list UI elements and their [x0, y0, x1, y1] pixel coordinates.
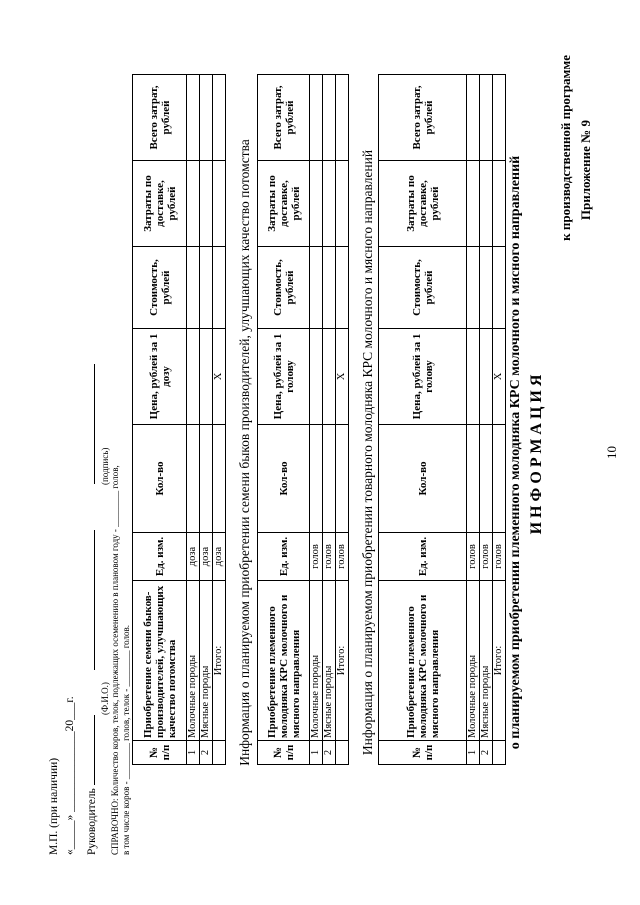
total-cell[interactable] [187, 75, 200, 161]
row-name: Мясные породы [200, 581, 213, 741]
col-header-price: Цена, рублей за 1 дозу [133, 329, 187, 425]
reference-note-line2: в том числе коров - ________ голов, телок - ________ голов. [121, 624, 131, 855]
qty-cell[interactable] [213, 425, 226, 533]
row-name: Молочные породы [310, 581, 323, 741]
qty-cell[interactable] [480, 425, 493, 533]
document-subtitle: о планируемом приобретении племенного молодняка КРС молочного и мясного направлений [508, 155, 523, 750]
qty-cell[interactable] [323, 425, 336, 533]
total-cell[interactable] [480, 75, 493, 161]
price-cell[interactable] [480, 329, 493, 425]
delivery-cell[interactable] [336, 161, 349, 247]
total-cell[interactable] [323, 75, 336, 161]
delivery-cell[interactable] [480, 161, 493, 247]
col-header-item: Приобретение семени быков-производителей, улучшающих качество потомства [133, 581, 187, 741]
cost-cell[interactable] [200, 247, 213, 329]
col-header-qty: Кол-во [133, 425, 187, 533]
row-unit: голов [467, 533, 480, 581]
cost-cell[interactable] [480, 247, 493, 329]
price-na-mark: Х [336, 329, 349, 425]
cost-cell[interactable] [310, 247, 323, 329]
total-row [493, 75, 506, 765]
total-cell[interactable] [336, 75, 349, 161]
row-unit: голов [480, 533, 493, 581]
col-header-delivery: Затраты по доставке, рублей [379, 161, 467, 247]
qty-cell[interactable] [336, 425, 349, 533]
document-title: ИНФОРМАЦИЯ [528, 370, 545, 535]
row-num: 2 [480, 741, 493, 765]
col-header-cost: Стоимость, рублей [379, 247, 467, 329]
qty-cell[interactable] [310, 425, 323, 533]
breeding-young-stock-table [378, 74, 506, 765]
delivery-cell[interactable] [310, 161, 323, 247]
bull-semen-table [132, 74, 226, 765]
col-header-num: № п/п [379, 741, 467, 765]
total-row [336, 75, 349, 765]
qty-cell[interactable] [200, 425, 213, 533]
total-cell[interactable] [310, 75, 323, 161]
table-row [310, 75, 323, 765]
price-cell[interactable] [187, 329, 200, 425]
total-cell[interactable] [467, 75, 480, 161]
appendix-reference: к производственной программе [558, 55, 573, 241]
appendix-number: Приложение № 9 [578, 120, 593, 221]
commercial-young-stock-table [257, 74, 349, 765]
col-header-item: Приобретение племенного молодняка КРС молочного и мясного направления [379, 581, 467, 741]
row-name: Молочные породы [467, 581, 480, 741]
table-row [480, 75, 493, 765]
col-header-total: Всего затрат, рублей [379, 75, 467, 161]
row-name: Мясные породы [323, 581, 336, 741]
cost-cell[interactable] [323, 247, 336, 329]
total-cell[interactable] [200, 75, 213, 161]
row-num: 1 [310, 741, 323, 765]
delivery-cell[interactable] [323, 161, 336, 247]
price-na-mark: Х [493, 329, 506, 425]
row-num: 1 [187, 741, 200, 765]
total-unit: голов [493, 533, 506, 581]
row-unit: голов [323, 533, 336, 581]
table-row [467, 75, 480, 765]
date-line: «_____» ______________20___г. [64, 696, 76, 855]
col-header-total: Всего затрат, рублей [258, 75, 310, 161]
col-header-price: Цена, рублей за 1 голову [258, 329, 310, 425]
head-sign-line[interactable] [94, 364, 95, 484]
total-unit: доза [213, 533, 226, 581]
col-header-cost: Стоимость, рублей [258, 247, 310, 329]
cost-cell[interactable] [467, 247, 480, 329]
price-cell[interactable] [200, 329, 213, 425]
section-title-commercial: Информация о планируемом приобретении товарного молодняка КРС молочного и мясного направлений [360, 149, 375, 756]
col-header-qty: Кол-во [379, 425, 467, 533]
total-row [213, 75, 226, 765]
delivery-cell[interactable] [213, 161, 226, 247]
head-signature-line[interactable] [94, 715, 95, 785]
row-num: 2 [323, 741, 336, 765]
cost-cell[interactable] [213, 247, 226, 329]
col-header-price: Цена, рублей за 1 голову [379, 329, 467, 425]
price-cell[interactable] [467, 329, 480, 425]
total-cell[interactable] [213, 75, 226, 161]
col-header-unit: Ед. изм. [379, 533, 467, 581]
price-na-mark: Х [213, 329, 226, 425]
delivery-cell[interactable] [467, 161, 480, 247]
section-title-semen: Информация о планируемом приобретении семени быков производителей, улучшающих качество потомства [237, 139, 252, 766]
row-name: Молочные породы [187, 581, 200, 741]
signature-caption: (подпись) [100, 447, 110, 485]
qty-cell[interactable] [187, 425, 200, 533]
stamp-note: М.П. (при наличии) [48, 757, 60, 855]
total-unit: голов [336, 533, 349, 581]
cost-cell[interactable] [336, 247, 349, 329]
fio-caption: (Ф.И.О.) [100, 682, 110, 715]
reference-note [110, 465, 132, 855]
qty-cell[interactable] [467, 425, 480, 533]
total-label: Итого: [213, 581, 226, 741]
col-header-num: № п/п [258, 741, 310, 765]
head-name-line[interactable] [94, 530, 95, 670]
cost-cell[interactable] [493, 247, 506, 329]
price-cell[interactable] [323, 329, 336, 425]
total-label: Итого: [336, 581, 349, 741]
row-unit: доза [187, 533, 200, 581]
head-label: Руководитель [86, 788, 98, 855]
col-header-unit: Ед. изм. [258, 533, 310, 581]
page-number: 10 [604, 446, 619, 459]
col-header-delivery: Затраты по доставке, рублей [258, 161, 310, 247]
col-header-num: № п/п [133, 741, 187, 765]
col-header-cost: Стоимость, рублей [133, 247, 187, 329]
signature-block [86, 364, 98, 855]
qty-cell[interactable] [493, 425, 506, 533]
table-row [200, 75, 213, 765]
delivery-cell[interactable] [187, 161, 200, 247]
col-header-unit: Ед. изм. [133, 533, 187, 581]
price-cell[interactable] [310, 329, 323, 425]
col-header-total: Всего затрат, рублей [133, 75, 187, 161]
col-header-delivery: Затраты по доставке, рублей [133, 161, 187, 247]
total-label: Итого: [493, 581, 506, 741]
table-row [323, 75, 336, 765]
col-header-item: Приобретение племенного молодняка КРС молочного и мясного направления [258, 581, 310, 741]
row-num: 1 [467, 741, 480, 765]
total-cell[interactable] [493, 75, 506, 161]
delivery-cell[interactable] [200, 161, 213, 247]
table-row [187, 75, 200, 765]
delivery-cell[interactable] [493, 161, 506, 247]
row-name: Мясные породы [480, 581, 493, 741]
cost-cell[interactable] [187, 247, 200, 329]
col-header-qty: Кол-во [258, 425, 310, 533]
row-unit: голов [310, 533, 323, 581]
reference-note-line1: СПРАВОЧНО: Количество коров, телок, подлежащих осеменению в плановом году - ________ голов, [110, 465, 120, 855]
row-num: 2 [200, 741, 213, 765]
row-unit: доза [200, 533, 213, 581]
